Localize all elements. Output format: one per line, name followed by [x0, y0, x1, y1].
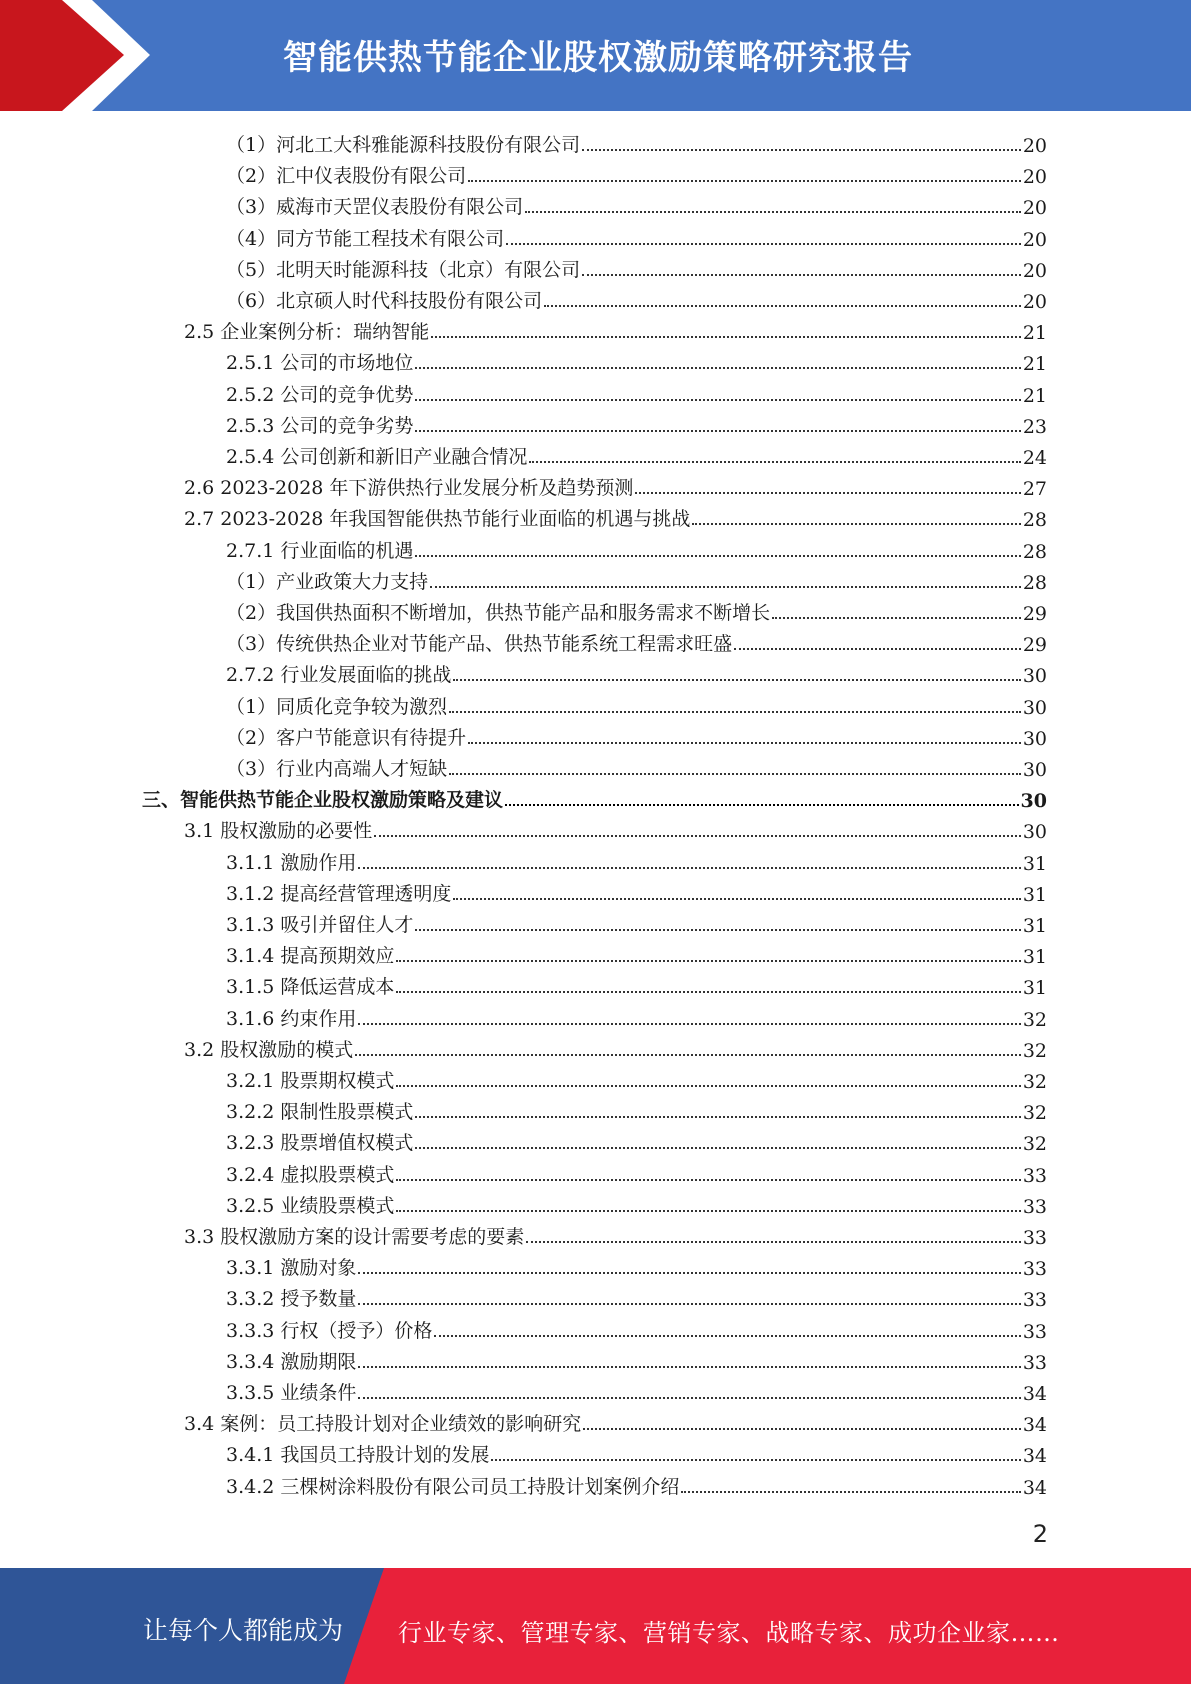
toc-entry-label: 2.7.2 行业发展面临的挑战	[226, 664, 452, 687]
toc-entry[interactable]	[226, 220, 1047, 251]
toc-entry[interactable]	[226, 1093, 1047, 1124]
toc-entry-label: 3.3.1 激励对象	[226, 1257, 357, 1280]
toc-entry-label: 3.2.2 限制性股票模式	[226, 1101, 414, 1124]
toc-leader-dots	[772, 617, 1021, 619]
toc-entry-label: 3.1.3 吸引并留住人才	[226, 914, 414, 936]
header-arrow-decoration	[0, 0, 160, 111]
toc-leader-dots	[358, 1366, 1020, 1368]
toc-entry[interactable]	[226, 1124, 1047, 1155]
toc-entry-page: 33	[1022, 1195, 1047, 1218]
toc-entry-page: 29	[1022, 634, 1047, 657]
toc-entry-label: 3.3.5 业绩条件	[226, 1382, 357, 1404]
toc-entry[interactable]	[184, 812, 1047, 843]
toc-leader-dots	[415, 555, 1020, 557]
toc-entry-page: 31	[1022, 946, 1047, 969]
toc-entry[interactable]	[226, 1156, 1047, 1187]
toc-entry-label: （1）河北工大科雅能源科技股份有限公司	[226, 134, 581, 156]
toc-leader-dots	[358, 1303, 1020, 1305]
toc-leader-dots	[355, 1054, 1021, 1056]
toc-entry[interactable]	[226, 1343, 1047, 1374]
toc-entry-label: 3.1.5 降低运营成本	[226, 976, 395, 999]
toc-entry[interactable]	[226, 1187, 1047, 1218]
toc-entry-label: （1）产业政策大力支持	[226, 570, 429, 593]
toc-entry-label: 3.4.2 三棵树涂料股份有限公司员工持股计划案例介绍	[226, 1475, 680, 1498]
toc-leader-dots	[430, 586, 1021, 588]
toc-entry-page: 33	[1022, 1227, 1047, 1249]
toc-entry-label: 3.4 案例：员工持股计划对企业绩效的影响研究	[184, 1413, 582, 1436]
toc-leader-dots	[544, 305, 1021, 307]
toc-entry[interactable]	[226, 625, 1047, 656]
toc-entry-label: 3.2 股权激励的模式	[184, 1038, 354, 1061]
toc-leader-dots	[582, 274, 1021, 276]
toc-entry[interactable]	[226, 1249, 1047, 1280]
toc-entry-label: （6）北京硕人时代科技股份有限公司	[226, 290, 543, 312]
toc-entry-label: 2.5.3 公司的竞争劣势	[226, 414, 414, 437]
toc-entry-page: 33	[1022, 1289, 1047, 1312]
toc-entry-page: 29	[1022, 603, 1047, 625]
toc-leader-dots	[415, 1147, 1020, 1149]
toc-entry-label: 2.5 企业案例分析：瑞纳智能	[184, 321, 430, 344]
toc-leader-dots	[529, 461, 1020, 463]
toc-entry[interactable]	[184, 469, 1047, 500]
toc-entry-page: 24	[1022, 447, 1047, 469]
page-footer	[0, 1568, 1191, 1684]
toc-entry-label: （3）传统供热企业对节能产品、供热节能系统工程需求旺盛	[226, 633, 733, 656]
toc-entry-label: 2.5.2 公司的竞争优势	[226, 383, 414, 406]
toc-entry[interactable]	[226, 407, 1047, 438]
toc-leader-dots	[358, 1023, 1020, 1025]
toc-entry[interactable]	[226, 282, 1047, 313]
toc-entry[interactable]	[184, 1031, 1047, 1062]
toc-entry-page: 32	[1022, 1133, 1047, 1156]
toc-entry[interactable]	[226, 719, 1047, 750]
toc-entry[interactable]	[226, 1468, 1047, 1499]
toc-entry-page: 30	[1022, 821, 1047, 844]
toc-entry-page: 21	[1022, 322, 1047, 345]
toc-entry-page: 33	[1022, 1164, 1047, 1187]
toc-entry[interactable]	[184, 1405, 1047, 1436]
toc-entry-page: 34	[1022, 1476, 1047, 1499]
toc-entry[interactable]	[226, 376, 1047, 407]
toc-entry-label: （1）同质化竞争较为激烈	[226, 695, 448, 718]
page-number: 2	[1032, 1520, 1048, 1548]
toc-entry-page: 32	[1022, 1039, 1047, 1062]
toc-entry-page: 28	[1022, 509, 1047, 532]
toc-leader-dots	[415, 367, 1020, 369]
toc-entry[interactable]	[226, 188, 1047, 219]
toc-entry-page: 33	[1022, 1258, 1047, 1281]
toc-leader-dots	[681, 1491, 1020, 1493]
toc-leader-dots	[526, 1241, 1021, 1243]
toc-leader-dots	[734, 648, 1021, 650]
toc-entry[interactable]	[226, 844, 1047, 875]
toc-leader-dots	[415, 430, 1020, 432]
toc-entry-label: 2.7 2023-2028 年我国智能供热节能行业面临的机遇与挑战	[184, 508, 691, 531]
toc-entry[interactable]	[226, 251, 1047, 282]
toc-entry-page: 32	[1022, 1102, 1047, 1125]
toc-leader-dots	[396, 1210, 1020, 1212]
page-header	[0, 0, 1191, 111]
toc-entry-label: （5）北明天时能源科技（北京）有限公司	[226, 258, 581, 281]
toc-leader-dots	[582, 149, 1021, 151]
toc-leader-dots	[491, 1459, 1020, 1461]
toc-entry-label: 2.5.4 公司创新和新旧产业融合情况	[226, 446, 528, 468]
toc-leader-dots	[415, 399, 1020, 401]
footer-slogan: 让每个人都能成为	[143, 1616, 344, 1645]
toc-entry[interactable]	[226, 1374, 1047, 1405]
toc-entry[interactable]	[184, 313, 1047, 344]
toc-entry-label: 3.1.6 约束作用	[226, 1007, 357, 1030]
toc-entry-label: （3）威海市天罡仪表股份有限公司	[226, 196, 524, 219]
toc-leader-dots	[358, 1272, 1020, 1274]
toc-leader-dots	[374, 835, 1021, 837]
toc-entry[interactable]	[226, 875, 1047, 906]
toc-entry-page: 30	[1020, 790, 1047, 813]
toc-entry-label: 3.1.2 提高经营管理透明度	[226, 882, 452, 905]
toc-entry-page: 21	[1022, 353, 1047, 376]
toc-entry[interactable]	[226, 968, 1047, 999]
toc-leader-dots	[692, 523, 1020, 525]
toc-entry-page: 20	[1022, 228, 1047, 251]
toc-entry-page: 28	[1022, 571, 1047, 594]
toc-entry-label: （2）我国供热面积不断增加，供热节能产品和服务需求不断增长	[226, 602, 771, 624]
toc-entry[interactable]	[226, 157, 1047, 188]
toc-leader-dots	[358, 1397, 1020, 1399]
toc-entry-label: 3.3.3 行权（授予）价格	[226, 1319, 433, 1342]
toc-leader-dots	[453, 679, 1020, 681]
toc-entry[interactable]	[226, 906, 1047, 937]
toc-entry-page: 31	[1022, 852, 1047, 875]
toc-entry[interactable]	[226, 563, 1047, 594]
toc-leader-dots	[396, 991, 1020, 993]
toc-entry[interactable]	[226, 126, 1047, 157]
toc-leader-dots	[358, 867, 1020, 869]
toc-entry[interactable]	[226, 656, 1047, 687]
toc-entry-label: 3.3 股权激励方案的设计需要考虑的要素	[184, 1226, 525, 1248]
toc-entry[interactable]	[226, 937, 1047, 968]
toc-leader-dots	[449, 773, 1021, 775]
toc-entry-label: 3.1 股权激励的必要性	[184, 820, 373, 843]
toc-entry[interactable]	[226, 688, 1047, 719]
toc-entry-page: 20	[1022, 259, 1047, 282]
toc-entry-label: （3）行业内高端人才短缺	[226, 758, 448, 780]
toc-leader-dots	[525, 211, 1021, 213]
toc-entry-page: 32	[1022, 1008, 1047, 1031]
toc-entry[interactable]	[184, 500, 1047, 531]
toc-entry[interactable]	[226, 1000, 1047, 1031]
toc-entry-label: 3.4.1 我国员工持股计划的发展	[226, 1444, 490, 1467]
toc-entry-label: （2）客户节能意识有待提升	[226, 726, 467, 749]
toc-entry-label: 3.2.3 股票增值权模式	[226, 1132, 414, 1155]
toc-leader-dots	[415, 1116, 1020, 1118]
toc-entry[interactable]	[226, 1436, 1047, 1467]
toc-entry-page: 20	[1022, 197, 1047, 220]
toc-leader-dots	[505, 804, 1019, 806]
toc-entry[interactable]	[226, 1062, 1047, 1093]
toc-leader-dots	[635, 492, 1020, 494]
toc-entry-page: 32	[1022, 1071, 1047, 1093]
toc-leader-dots	[396, 1179, 1020, 1181]
toc-entry-label: 3.3.4 激励期限	[226, 1350, 357, 1373]
toc-leader-dots	[431, 336, 1021, 338]
toc-entry-page: 30	[1022, 696, 1047, 719]
toc-leader-dots	[506, 243, 1021, 245]
toc-entry[interactable]	[226, 344, 1047, 375]
toc-entry-page: 34	[1022, 1383, 1047, 1405]
toc-entry[interactable]	[226, 438, 1047, 469]
toc-entry-page: 23	[1022, 415, 1047, 438]
toc-entry-page: 33	[1022, 1320, 1047, 1343]
toc-entry-page: 27	[1022, 478, 1047, 501]
toc-entry-label: 3.1.4 提高预期效应	[226, 945, 395, 968]
report-title: 智能供热节能企业股权激励策略研究报告	[283, 38, 913, 78]
toc-entry-label: （2）汇中仪表股份有限公司	[226, 165, 467, 188]
toc-entry-label: （4）同方节能工程技术有限公司	[226, 227, 505, 250]
toc-entry-label: 3.1.1 激励作用	[226, 851, 357, 874]
toc-leader-dots	[434, 1335, 1020, 1337]
toc-leader-dots	[396, 1085, 1020, 1087]
toc-entry[interactable]	[226, 1280, 1047, 1311]
toc-entry[interactable]	[184, 1218, 1047, 1249]
toc-entry-page: 30	[1022, 727, 1047, 750]
toc-entry-label: 2.7.1 行业面临的机遇	[226, 539, 414, 562]
toc-entry[interactable]	[226, 1312, 1047, 1343]
toc-entry-page: 20	[1022, 166, 1047, 189]
footer-tagline: 行业专家、管理专家、营销专家、战略专家、成功企业家……	[398, 1619, 1060, 1647]
toc-entry-page: 30	[1022, 759, 1047, 781]
toc-leader-dots	[396, 960, 1020, 962]
toc-entry-page: 21	[1022, 384, 1047, 407]
toc-entry-page: 31	[1022, 977, 1047, 1000]
toc-leader-dots	[449, 711, 1021, 713]
toc-entry[interactable]	[226, 750, 1047, 781]
toc-entry-page: 28	[1022, 540, 1047, 563]
toc-entry-label: 3.2.4 虚拟股票模式	[226, 1163, 395, 1186]
toc-entry-label: 三、智能供热节能企业股权激励策略及建议	[142, 789, 504, 812]
toc-entry[interactable]	[142, 781, 1047, 812]
toc-entry-label: 3.3.2 授予数量	[226, 1288, 357, 1311]
toc-entry-label: 3.2.5 业绩股票模式	[226, 1194, 395, 1217]
toc-entry-label: 2.6 2023-2028 年下游供热行业发展分析及趋势预测	[184, 477, 634, 500]
toc-leader-dots	[468, 742, 1021, 744]
toc-entry-page: 30	[1022, 665, 1047, 688]
toc-entry-page: 20	[1022, 135, 1047, 157]
toc-leader-dots	[415, 929, 1020, 931]
toc-entry[interactable]	[226, 532, 1047, 563]
toc-entry-page: 20	[1022, 291, 1047, 313]
toc-entry-label: 2.5.1 公司的市场地位	[226, 352, 414, 375]
toc-entry-page: 34	[1022, 1414, 1047, 1437]
toc-entry-page: 34	[1022, 1445, 1047, 1468]
toc-entry-page: 33	[1022, 1351, 1047, 1374]
toc-entry[interactable]	[226, 594, 1047, 625]
toc-entry-page: 31	[1022, 915, 1047, 937]
toc-leader-dots	[583, 1428, 1021, 1430]
toc-leader-dots	[453, 898, 1020, 900]
toc-leader-dots	[468, 180, 1021, 182]
toc-entry-page: 31	[1022, 883, 1047, 906]
toc-entry-label: 3.2.1 股票期权模式	[226, 1070, 395, 1092]
